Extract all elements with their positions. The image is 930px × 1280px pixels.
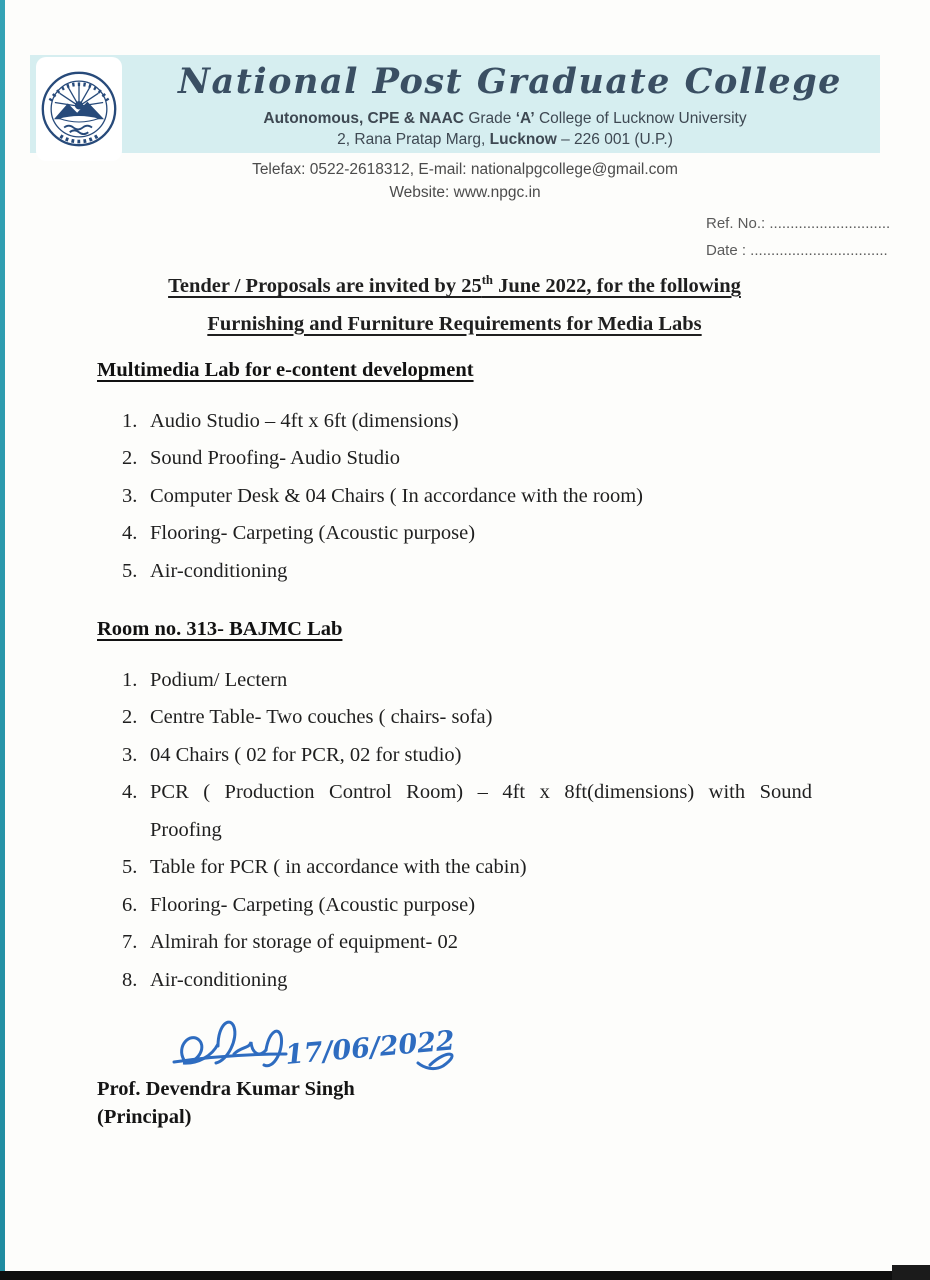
ordinal-superscript: th xyxy=(481,273,493,288)
item-number: 2. xyxy=(122,447,138,469)
item-text: Table for PCR ( in accordance with the cabin) xyxy=(150,856,527,878)
item-text: Air-conditioning xyxy=(150,559,288,582)
item-text: Flooring- Carpeting (Acoustic purpose) xyxy=(150,522,476,544)
header-band xyxy=(30,55,880,153)
item-text: Air-conditioning xyxy=(150,968,288,991)
item-number: 3. xyxy=(122,484,138,507)
handwritten-date: 17/06/2022 xyxy=(283,1025,456,1071)
college-name: National Post Graduate College xyxy=(178,61,842,102)
tender-title-line2: Furnishing and Furniture Requirements for Media Labs xyxy=(207,312,702,335)
ref-no-line: Ref. No.: ............................. xyxy=(706,215,891,232)
list-item xyxy=(97,440,812,478)
item-text: Flooring- Carpeting (Acoustic purpose) xyxy=(150,893,476,916)
item-text: Sound Proofing- Audio Studio xyxy=(150,447,401,469)
item-text: Podium/ Lectern xyxy=(150,668,288,691)
college-logo xyxy=(36,57,122,161)
item-number: 3. xyxy=(122,743,138,766)
item-text: 04 Chairs ( 02 for PCR, 02 for studio) xyxy=(150,743,462,766)
item-number: 4. xyxy=(122,522,138,544)
item-number: 5. xyxy=(122,559,138,582)
list-item xyxy=(97,478,812,516)
list-item xyxy=(97,774,812,849)
contact-website: Website: www.npgc.in xyxy=(389,184,541,201)
item-number: 5. xyxy=(122,856,138,878)
scan-bottom-corner-mark xyxy=(892,1265,930,1280)
signature-scrawl-icon xyxy=(168,1012,478,1087)
scan-edge-strip xyxy=(0,0,5,1280)
multimedia-lab-list xyxy=(97,403,812,591)
bajmc-lab-list xyxy=(97,662,812,1000)
item-text: Audio Studio – 4ft x 6ft (dimensions) xyxy=(150,409,459,432)
item-number: 1. xyxy=(122,409,138,432)
list-item xyxy=(97,849,812,887)
list-item xyxy=(97,699,812,737)
item-text-line2: Proofing xyxy=(150,818,222,841)
document-body xyxy=(97,268,812,1131)
list-item xyxy=(97,515,812,553)
signatory-name: Prof. Devendra Kumar Singh xyxy=(97,1078,355,1100)
item-text: Almirah for storage of equipment- 02 xyxy=(150,931,458,953)
section-heading-multimedia-lab: Multimedia Lab for e-content development xyxy=(97,359,474,381)
item-number: 4. xyxy=(122,781,138,803)
item-number: 2. xyxy=(122,706,138,728)
contact-telefax: Telefax: 0522-2618312, E-mail: nationalpgcollege@gmail.com xyxy=(252,161,678,178)
scan-bottom-bar xyxy=(0,1271,930,1280)
item-number: 1. xyxy=(122,668,138,691)
list-item xyxy=(97,887,812,925)
subtitle-bold-grade: ‘A’ xyxy=(515,110,535,127)
date-line: Date : ................................. xyxy=(706,242,888,259)
college-emblem-icon xyxy=(40,61,118,157)
college-subtitle-2: 2, Rana Pratap Marg, Lucknow – 226 001 (U.P.) xyxy=(337,131,673,148)
signatory-designation: (Principal) xyxy=(97,1106,192,1128)
list-item xyxy=(97,924,812,962)
section-heading-bajmc-lab: Room no. 313- BAJMC Lab xyxy=(97,618,343,640)
subtitle-bold-accreditation: Autonomous, CPE & NAAC xyxy=(263,110,465,127)
item-number: 8. xyxy=(122,968,138,991)
tender-title-line1: Tender / Proposals are invited by 25th June 2022, for the following xyxy=(168,273,741,297)
list-item xyxy=(97,403,812,441)
item-number: 6. xyxy=(122,893,138,916)
list-item xyxy=(97,553,812,591)
item-text-line1: PCR ( Production Control Room) – 4ft x 8ft(dimensions) with Sound xyxy=(150,781,812,803)
college-subtitle-1: Autonomous, CPE & NAAC Grade ‘A’ College of Lucknow University xyxy=(263,110,747,127)
list-item xyxy=(97,737,812,775)
subtitle-bold-city: Lucknow xyxy=(489,131,557,148)
list-item xyxy=(97,962,812,1000)
item-number: 7. xyxy=(122,931,138,953)
item-text: Centre Table- Two couches ( chairs- sofa) xyxy=(150,706,493,728)
item-text: Computer Desk & 04 Chairs ( In accordance with the room) xyxy=(150,484,644,507)
ref-block xyxy=(706,210,890,264)
list-item xyxy=(97,662,812,700)
